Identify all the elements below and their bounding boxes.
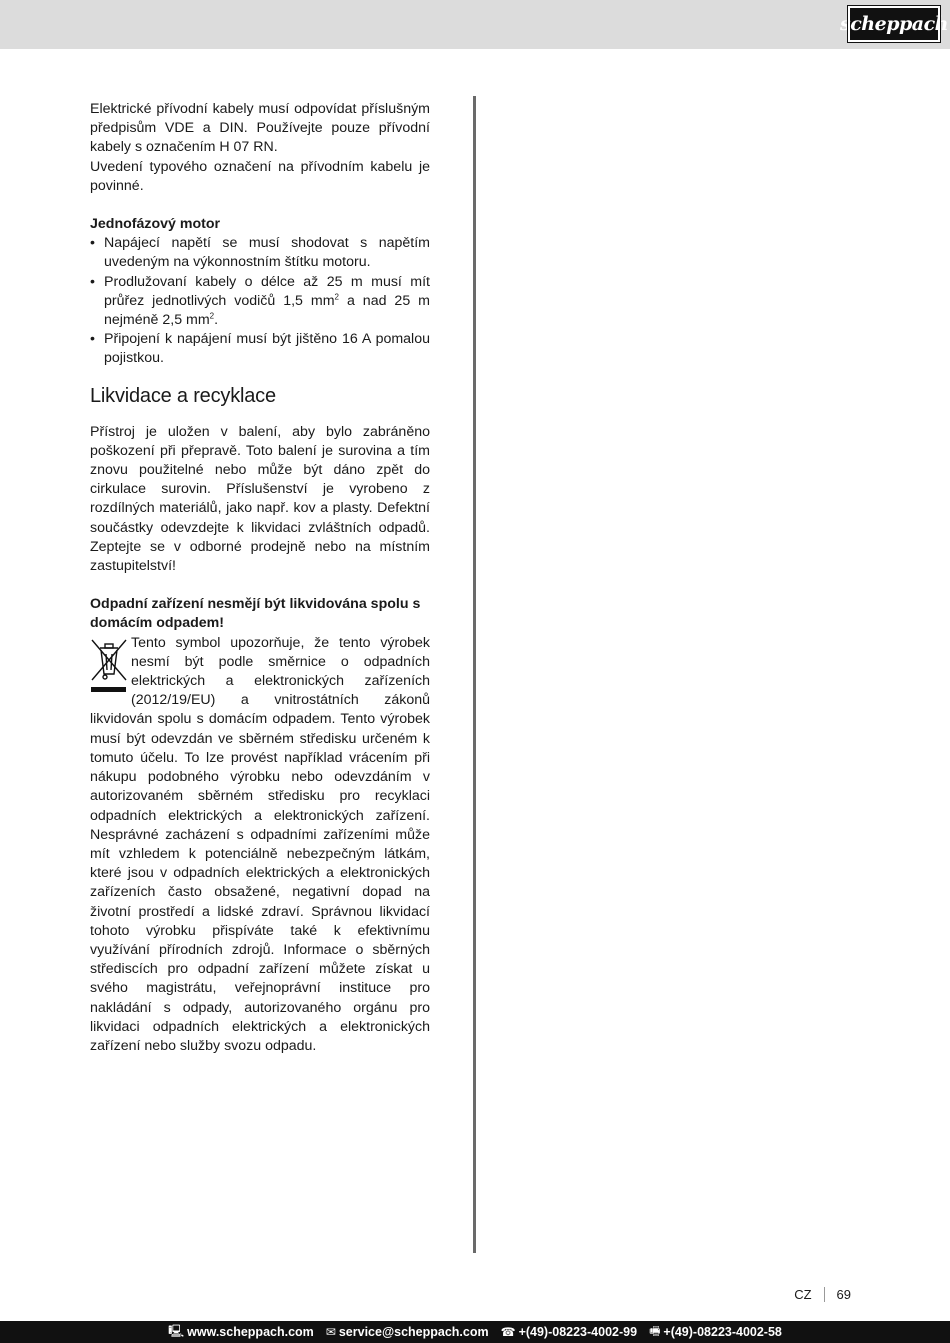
footer-email[interactable]: ✉ service@scheppach.com: [325, 1325, 489, 1339]
language-code: CZ: [794, 1287, 824, 1302]
disposal-warning: Odpadní zařízení nesmějí být likvidována spolu s domácím odpadem!: [90, 596, 421, 632]
contact-footer: [0, 1321, 950, 1343]
footer-web[interactable]: 🖳 www.scheppach.com: [168, 1322, 314, 1343]
motor-bullet-fuse: • Připojení k napájení musí být jištěno 16 A pomalou pojistkou.: [90, 330, 430, 368]
motor-bullet-list: [90, 234, 430, 368]
motor-heading: Jednofázový motor: [90, 216, 221, 233]
header-bar: [0, 0, 950, 49]
cable-paragraph: Elektrické přívodní kabely musí odpovídat příslušným předpisům VDE a DIN. Používejte pouze přívodní kabely s označením H 07 RN.: [90, 101, 430, 156]
page-footer: [794, 1284, 851, 1304]
text-column: [90, 100, 430, 1056]
disposal-heading: Likvidace a recyklace: [90, 384, 276, 407]
weee-paragraph: Tento symbol upozorňuje, že tento výrobek nesmí být podle směrnice o odpadních elektrických a elektronických zařízeních (2012/19/EU) a vnitrostátních zákonů likvidován spolu s domácím odpadem. Tento výrobek musí být odevzdán ve sběrném středisku určeném k tomuto účelu. To lze provést například vrácením při nákupu podobného výrobku nebo odevzdáním v autorizovaném sběrném středisku pro recyklaci odpadních elektrických a elektronických zařízení. Nesprávné zacházení s odpadními zařízeními může mít vzhledem k potenciálně nebezpečným látkám, které jsou v odpadních elektrických a elektronických zařízeních často obsažené, negativní dopad na životní prostředí a lidské zdraví. Správnou likvidací tohoto výrobku přispíváte také k efektivnímu využívání přírodních zdrojů. Informace o sběrných střediscích pro odpadní zařízení můžete získat u svého magistrátu, veřejnoprávní instituce pro nakládání s odpady, autorizovaného orgánu pro likvidaci odpadních elektrických a elektronických zařízení nebo služby svozu odpadu.: [90, 634, 430, 1054]
envelope-icon: ✉: [325, 1325, 336, 1339]
phone-icon: ☎: [500, 1325, 516, 1339]
cable-type-paragraph: Uvedení typového označení na přívodním kabelu je povinné.: [90, 158, 430, 194]
footer-phone: ☎ +(49)-08223-4002-99: [500, 1325, 638, 1339]
motor-bullet-voltage: • Napájecí napětí se musí shodovat s napětím uvedeným na výkonnostním štítku motoru.: [90, 234, 430, 272]
column-divider: [473, 96, 476, 1253]
crossed-bin-icon: [90, 636, 128, 698]
motor-bullet-cable: • Prodlužovaní kabely o délce až 25 m musí mít průřez jednotlivých vodičů 1,5 $mm^2$ a nad 25 m nejméně 2,5 $mm^2$.: [90, 273, 430, 331]
disposal-paragraph: Přístroj je uložen v balení, aby bylo zabráněno poškození při přepravě. Toto balení je surovina a tím znovu použitelné nebo může být dáno zpět do cirkulace surovin. Příslušenství je vyrobeno z rozdílných materiálů, jako např. kov a plasty. Defektní součástky odevzdejte k likvidaci zvláštních odpadů. Zeptejte se v odborné prodejně nebo na místním zastupitelství!: [90, 423, 430, 575]
footer-fax: 🖷 +(49)-08223-4002-58: [649, 1322, 782, 1343]
brand-logo: scheppach: [848, 6, 940, 42]
computer-icon: 🖳: [168, 1323, 185, 1338]
fax-icon: 🖷: [649, 1323, 661, 1338]
page-number: 69: [836, 1286, 851, 1302]
